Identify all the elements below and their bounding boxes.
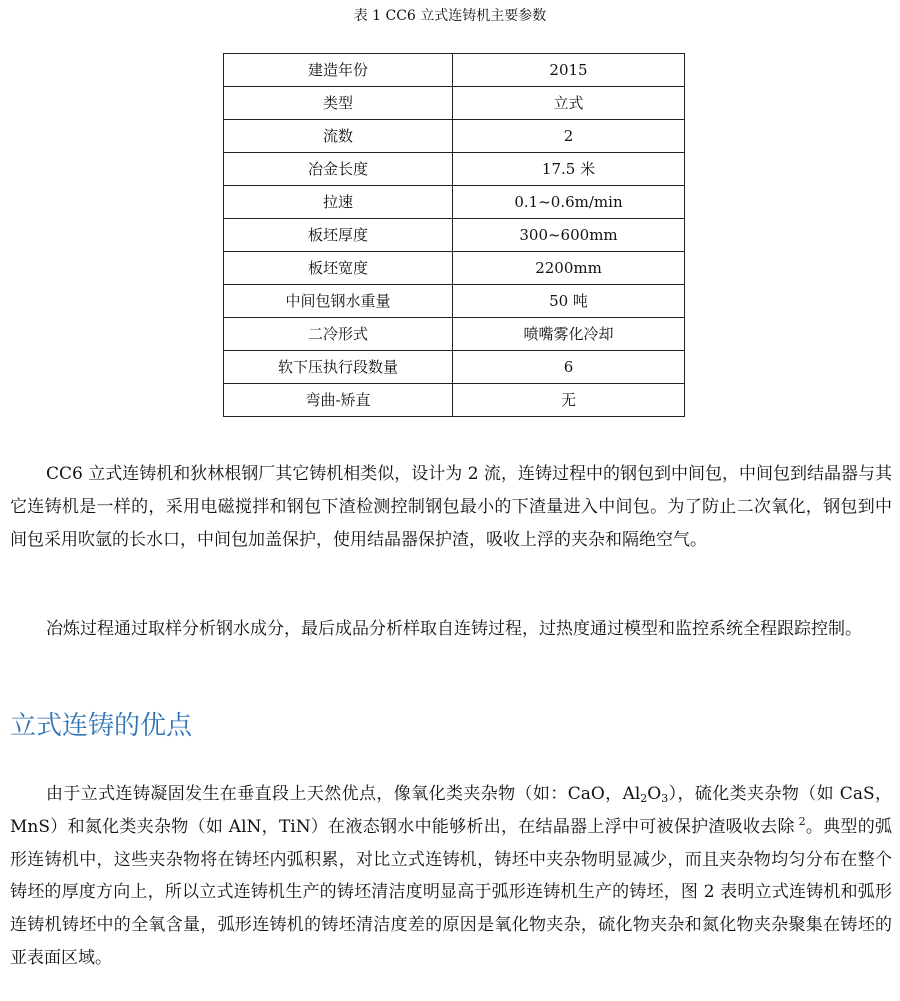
table-row: [224, 186, 685, 219]
param-name: 弯曲-矫直: [224, 384, 453, 417]
body-paragraph-2: 冶炼过程通过取样分析钢水成分，最后成品分析样取自连铸过程，过热度通过模型和监控系统全程跟踪控制。: [46, 619, 862, 639]
text-run: ），硫化类夹杂物（如 CaS，MnS）和氮化类夹杂物（如 AlN，TiN）在液态钢水中能够析出，在结晶器上浮中可被保护渣吸收去除: [10, 784, 892, 837]
subscript: 3: [661, 792, 669, 805]
citation-superscript: 2: [794, 814, 806, 828]
body-paragraph-1: CC6 立式连铸机和狄林根钢厂其它铸机相类似，设计为 2 流，连铸过程中的钢包到中间包，中间包到结晶器与其它连铸机是一样的，采用电磁搅拌和钢包下渣检测控制钢包最小的下渣量进入中间包。为了防止二次氧化，钢包到中间包采用吹氩的长水口，中间包加盖保护，使用结晶器保护渣，吸收上浮的夹杂和隔绝空气。: [10, 464, 892, 550]
param-name: 中间包钢水重量: [224, 285, 453, 318]
param-name: 板坯厚度: [224, 219, 453, 252]
param-value: 立式: [453, 87, 685, 120]
param-value: 2200mm: [453, 252, 685, 285]
text-run: 由于立式连铸凝固发生在垂直段上天然优点，像氧化类夹杂物（如：CaO，Al: [46, 784, 641, 804]
param-name: 建造年份: [224, 54, 453, 87]
param-value: 50 吨: [453, 285, 685, 318]
param-value: 2015: [453, 54, 685, 87]
table-row: [224, 351, 685, 384]
parameters-table: [223, 53, 685, 417]
param-name: 软下压执行段数量: [224, 351, 453, 384]
param-value: 17.5 米: [453, 153, 685, 186]
param-value: 2: [453, 120, 685, 153]
param-value: 300~600mm: [453, 219, 685, 252]
param-name: 板坯宽度: [224, 252, 453, 285]
table-row: [224, 153, 685, 186]
param-value: 无: [453, 384, 685, 417]
param-name: 二冷形式: [224, 318, 453, 351]
section-heading: 立式连铸的优点: [10, 711, 193, 741]
table-row: [224, 87, 685, 120]
table-row: [224, 318, 685, 351]
param-name: 冶金长度: [224, 153, 453, 186]
table-row: [224, 285, 685, 318]
text-run: 。典型的弧形连铸机中，这些夹杂物将在铸坯内弧积累，对比立式连铸机，铸坯中夹杂物明显减少，而且夹杂物均匀分布在整个铸坯的厚度方向上，所以立式连铸机生产的铸坯清洁度明显高于弧形连铸机生产的铸坯，图 2 表明立式连铸机和弧形连铸机铸坯中的全氧含量，弧形连铸机的铸坯清洁度差的原因是氧化物夹杂，硫化物夹杂和氮化物夹杂聚集在铸坯的亚表面区域。: [10, 816, 892, 968]
table-row: [224, 120, 685, 153]
table-row: [224, 252, 685, 285]
param-name: 流数: [224, 120, 453, 153]
param-value: 喷嘴雾化冷却: [453, 318, 685, 351]
table-caption: 表 1 CC6 立式连铸机主要参数: [353, 8, 547, 24]
table-row: [224, 219, 685, 252]
subscript: 2: [640, 792, 648, 805]
param-name: 拉速: [224, 186, 453, 219]
table-row: [224, 384, 685, 417]
body-paragraph-3: [10, 778, 892, 975]
param-value: 6: [453, 351, 685, 384]
text-run: O: [647, 784, 662, 804]
param-name: 类型: [224, 87, 453, 120]
table-row: [224, 54, 685, 87]
param-value: 0.1~0.6m/min: [453, 186, 685, 219]
